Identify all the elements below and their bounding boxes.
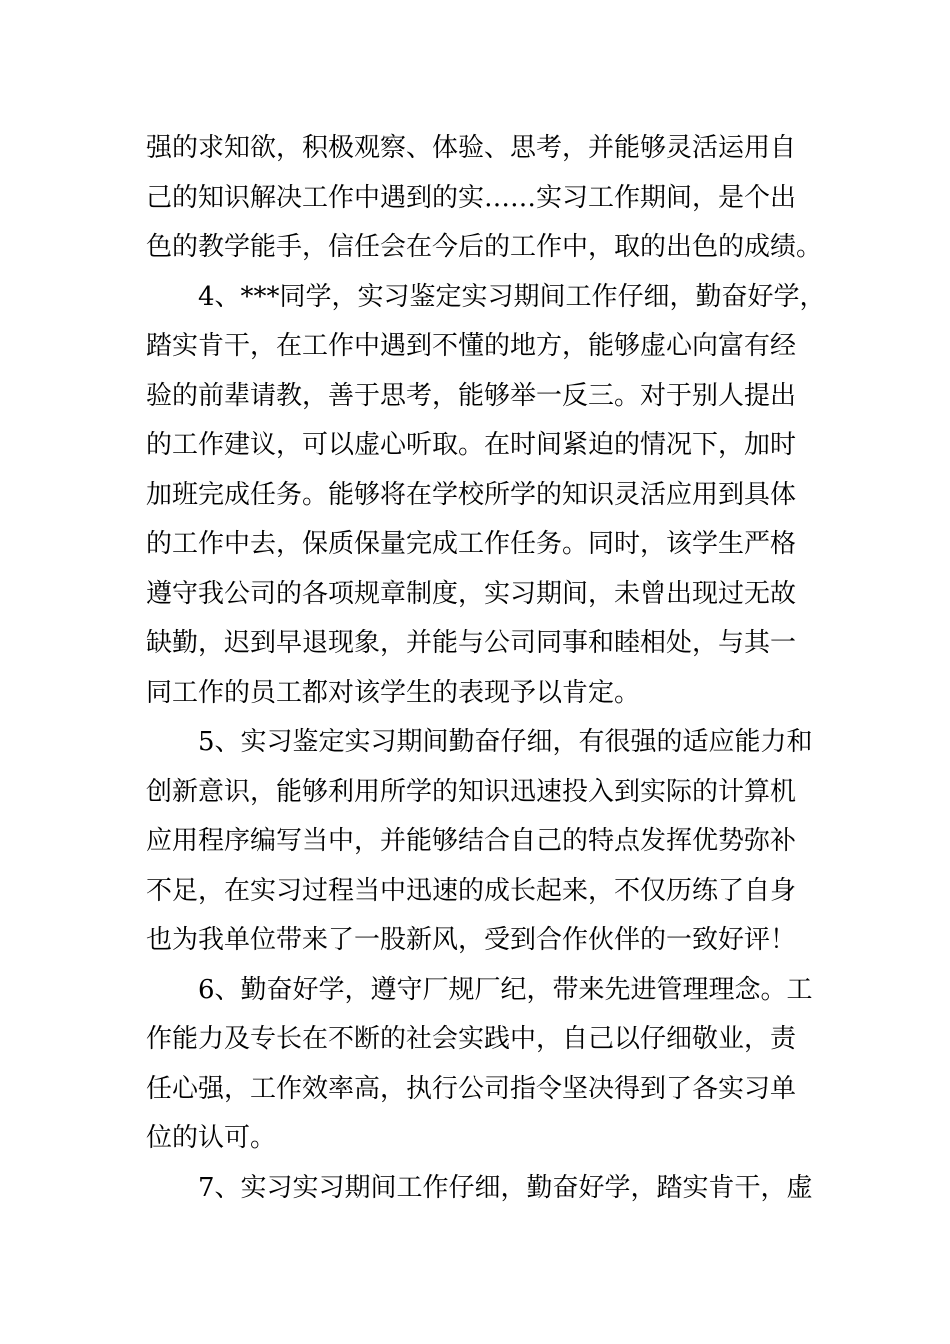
text-line: 作能力及专长在不断的社会实践中，自己以仔细敬业，责 bbox=[146, 1024, 797, 1054]
text-line: 任心强，工作效率高，执行公司指令坚决得到了各实习单 bbox=[146, 1073, 797, 1104]
text-line: 5、实习鉴定实习期间勤奋仔细，有很强的适应能力和 bbox=[198, 727, 813, 757]
paragraph-item-7 bbox=[146, 1164, 813, 1214]
text-line: 的工作建议，可以虚心听取。在时间紧迫的情况下，加时 bbox=[146, 430, 797, 460]
text-line: 位的认可。 bbox=[146, 1123, 277, 1153]
text-line: 加班完成任务。能够将在学校所学的知识灵活应用到具体 bbox=[146, 479, 797, 510]
text-line: 7、实习实习期间工作仔细，勤奋好学，踏实肯干，虚 bbox=[198, 1172, 813, 1203]
text-line: 色的教学能手，信任会在今后的工作中，取的出色的成绩。 bbox=[146, 232, 823, 262]
paragraph-item-4 bbox=[146, 273, 826, 719]
text-line: 不足，在实习过程当中迅速的成长起来，不仅历练了自身 bbox=[146, 875, 797, 906]
text-line: 创新意识，能够利用所学的知识迅速投入到实际的计算机 bbox=[146, 776, 797, 807]
text-line: 4、***同学，实习鉴定实习期间工作仔细，勤奋好学， bbox=[198, 281, 826, 312]
text-line: 验的前辈请教，善于思考，能够举一反三。对于别人提出 bbox=[146, 380, 797, 411]
text-line: 的工作中去，保质保量完成工作任务。同时，该学生严格 bbox=[146, 529, 797, 559]
paragraph-item-5 bbox=[146, 718, 813, 966]
text-line: 缺勤，迟到早退现象，并能与公司同事和睦相处，与其一 bbox=[146, 628, 797, 658]
text-line: 也为我单位带来了一股新风，受到合作伙伴的一致好评！ bbox=[146, 925, 797, 955]
text-line: 6、勤奋好学，遵守厂规厂纪，带来先进管理理念。工 bbox=[198, 974, 813, 1005]
text-line: 己的知识解决工作中遇到的实……实习工作期间，是个出 bbox=[146, 182, 797, 213]
text-line: 遵守我公司的各项规章制度，实习期间，未曾出现过无故 bbox=[146, 578, 797, 609]
document-body bbox=[146, 124, 826, 1213]
text-line: 同工作的员工都对该学生的表现予以肯定。 bbox=[146, 677, 641, 708]
paragraph-item-6 bbox=[146, 966, 813, 1164]
text-line: 应用程序编写当中，并能够结合自己的特点发挥优势弥补 bbox=[146, 826, 797, 856]
paragraph-continuation bbox=[146, 124, 823, 273]
text-line: 踏实肯干，在工作中遇到不懂的地方，能够虚心向富有经 bbox=[146, 331, 797, 361]
text-line: 强的求知欲，积极观察、体验、思考，并能够灵活运用自 bbox=[146, 133, 797, 163]
